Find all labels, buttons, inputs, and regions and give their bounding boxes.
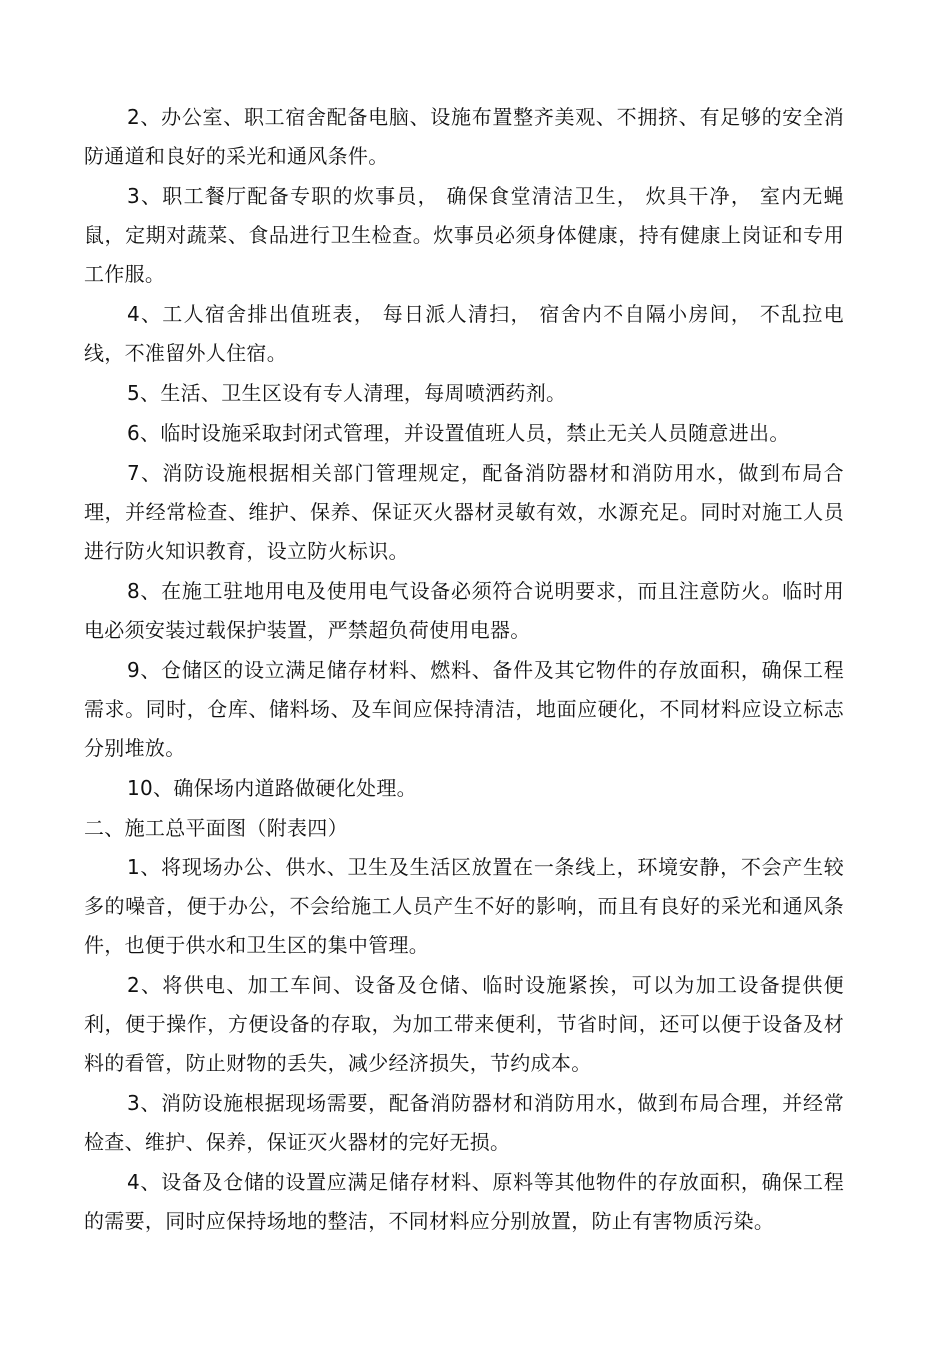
paragraph-item-2: 2、办公室、职工宿舍配备电脑、设施布置整齐美观、不拥挤、有足够的安全消防通道和良好的采光和通风条件。 xyxy=(84,105,844,168)
paragraph-item-6: 6、临时设施采取封闭式管理，并设置值班人员，禁止无关人员随意进出。 xyxy=(127,421,790,445)
paragraph-item-5: 5、生活、卫生区设有专人清理，每周喷洒药剂。 xyxy=(127,381,567,405)
paragraph-item-4: 4、工人宿舍排出值班表， 每日派人清扫， 宿舍内不自隔小房间， 不乱拉电线，不准留外人住宿。 xyxy=(84,302,844,365)
section-heading: 二、施工总平面图（附表四） xyxy=(84,816,348,840)
section2-item-2: 2、将供电、加工车间、设备及仓储、临时设施紧挨，可以为加工设备提供便利，便于操作，方便设备的存取，为加工带来便利，节省时间，还可以便于设备及材料的看管，防止财物的丢失，减少经济损失，节约成本。 xyxy=(84,973,844,1075)
paragraph-item-9: 9、仓储区的设立满足储存材料、燃料、备件及其它物件的存放面积，确保工程需求。同时，仓库、储料场、及车间应保持清洁，地面应硬化，不同材料应设立标志分别堆放。 xyxy=(84,658,844,760)
section2-item-4: 4、设备及仓储的设置应满足储存材料、原料等其他物件的存放面积，确保工程的需要，同时应保持场地的整洁，不同材料应分别放置，防止有害物质污染。 xyxy=(84,1170,844,1233)
paragraph-item-10: 10、确保场内道路做硬化处理。 xyxy=(127,776,417,800)
section2-item-1: 1、将现场办公、供水、卫生及生活区放置在一条线上，环境安静，不会产生较多的噪音，便于办公，不会给施工人员产生不好的影响，而且有良好的采光和通风条件，也便于供水和卫生区的集中管理。 xyxy=(84,855,844,957)
document-body xyxy=(84,98,844,1241)
paragraph-item-3: 3、职工餐厅配备专职的炊事员， 确保食堂清洁卫生， 炊具干净， 室内无蝇鼠，定期对蔬菜、食品进行卫生检查。炊事员必须身体健康，持有健康上岗证和专用工作服。 xyxy=(84,184,844,286)
section2-item-3: 3、消防设施根据现场需要，配备消防器材和消防用水，做到布局合理，并经常检查、维护、保养，保证灭火器材的完好无损。 xyxy=(84,1091,844,1154)
paragraph-item-7: 7、消防设施根据相关部门管理规定，配备消防器材和消防用水，做到布局合理，并经常检查、维护、保养、保证灭火器材灵敏有效，水源充足。同时对施工人员进行防火知识教育，设立防火标识。 xyxy=(84,461,844,563)
paragraph-item-8: 8、在施工驻地用电及使用电气设备必须符合说明要求，而且注意防火。临时用电必须安装过载保护装置，严禁超负荷使用电器。 xyxy=(84,579,844,642)
